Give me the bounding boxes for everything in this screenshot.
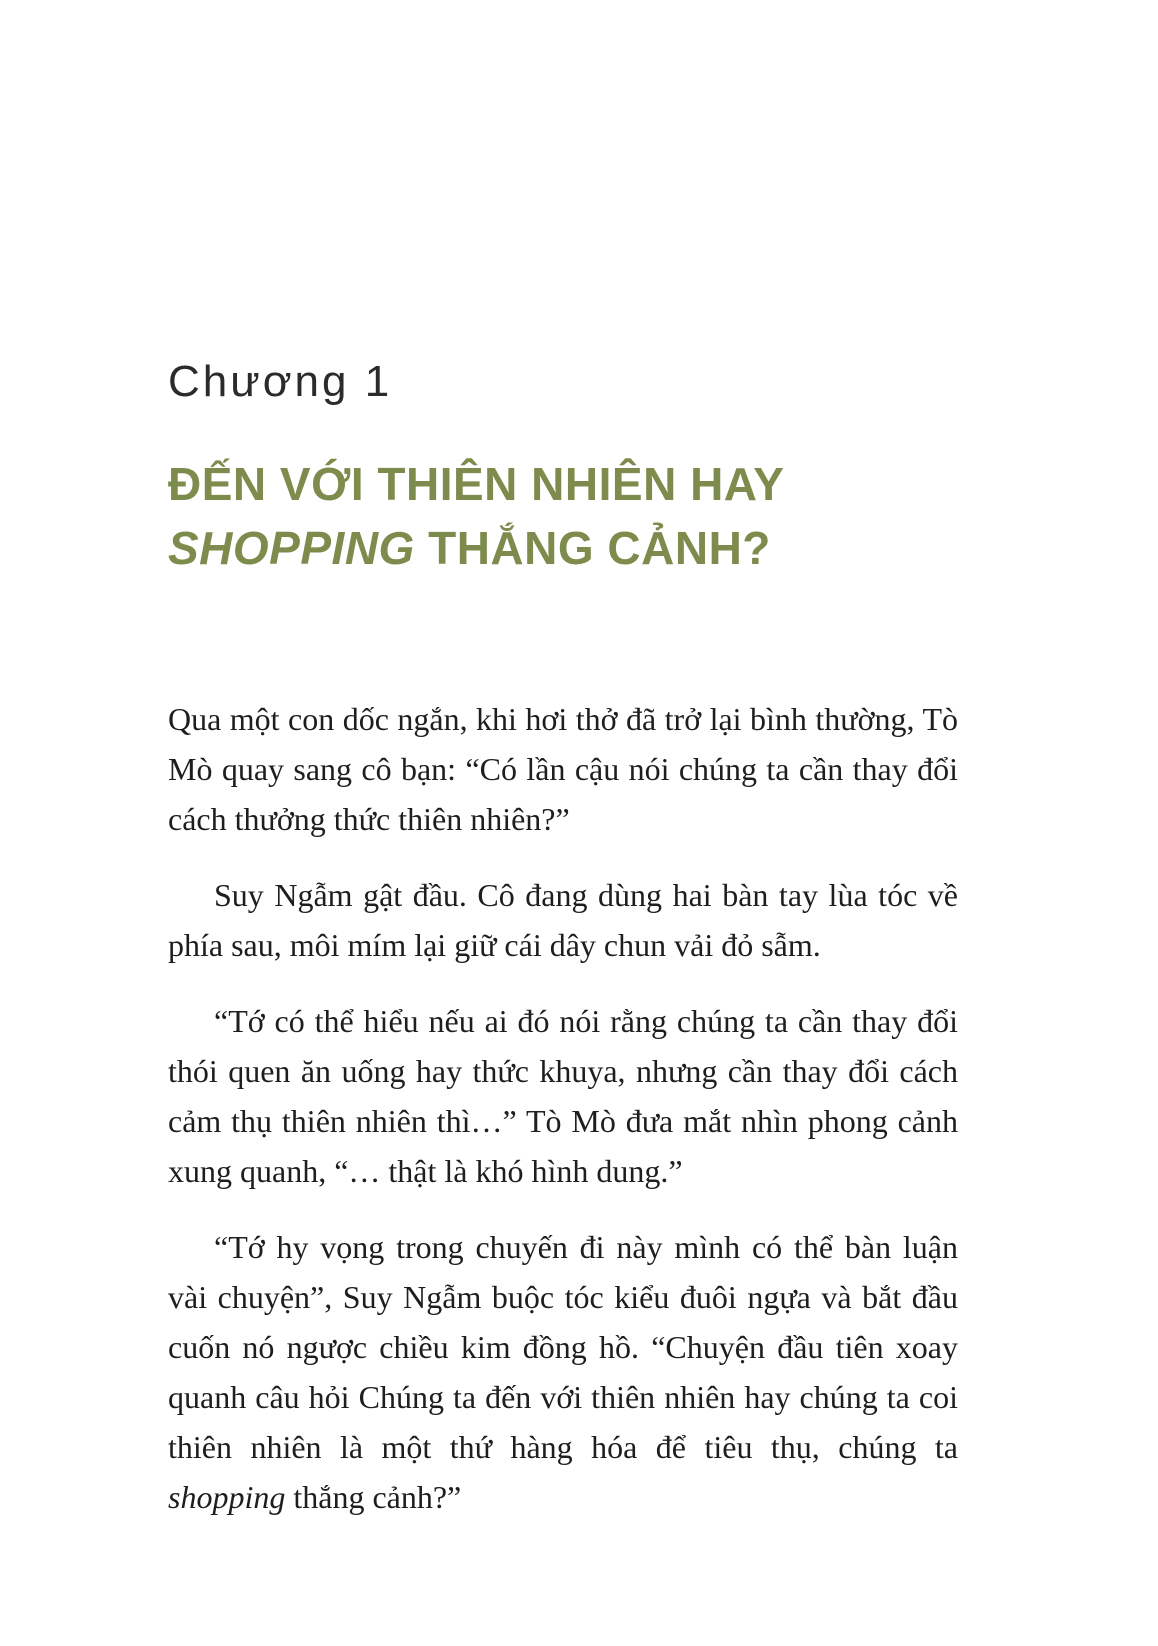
chapter-title-line-2: SHOPPING THẮNG CẢNH?	[168, 522, 771, 574]
chapter-body	[168, 694, 958, 1522]
paragraph-3: “Tớ có thể hiểu nếu ai đó nói rằng chúng ta cần thay đổi thói quen ăn uống hay thức khuya, nhưng cần thay đổi cách cảm thụ thiên nhiên thì…” Tò Mò đưa mắt nhìn phong cảnh xung quanh, “… thật là khó hình dung.”	[168, 1003, 958, 1189]
paragraph-4: “Tớ hy vọng trong chuyến đi này mình có thể bàn luận vài chuyện”, Suy Ngẫm buộc tóc kiểu đuôi ngựa và bắt đầu cuốn nó ngược chiều kim đồng hồ. “Chuyện đầu tiên xoay quanh câu hỏi Chúng ta đến với thiên nhiên hay chúng ta coi thiên nhiên là một thứ hàng hóa để tiêu thụ, chúng ta shopping thắng cảnh?”	[168, 1229, 958, 1515]
chapter-title	[168, 452, 958, 580]
chapter-number: Chương 1	[168, 357, 393, 406]
paragraph-2: Suy Ngẫm gật đầu. Cô đang dùng hai bàn tay lùa tóc về phía sau, môi mím lại giữ cái dây chun vải đỏ sẫm.	[168, 877, 958, 963]
paragraph-1: Qua một con dốc ngắn, khi hơi thở đã trở lại bình thường, Tò Mò quay sang cô bạn: “Có lần cậu nói chúng ta cần thay đổi cách thưởng thức thiên nhiên?”	[168, 701, 958, 837]
chapter-title-line-1: ĐẾN VỚI THIÊN NHIÊN HAY	[168, 458, 785, 510]
chapter-content	[168, 358, 958, 1522]
